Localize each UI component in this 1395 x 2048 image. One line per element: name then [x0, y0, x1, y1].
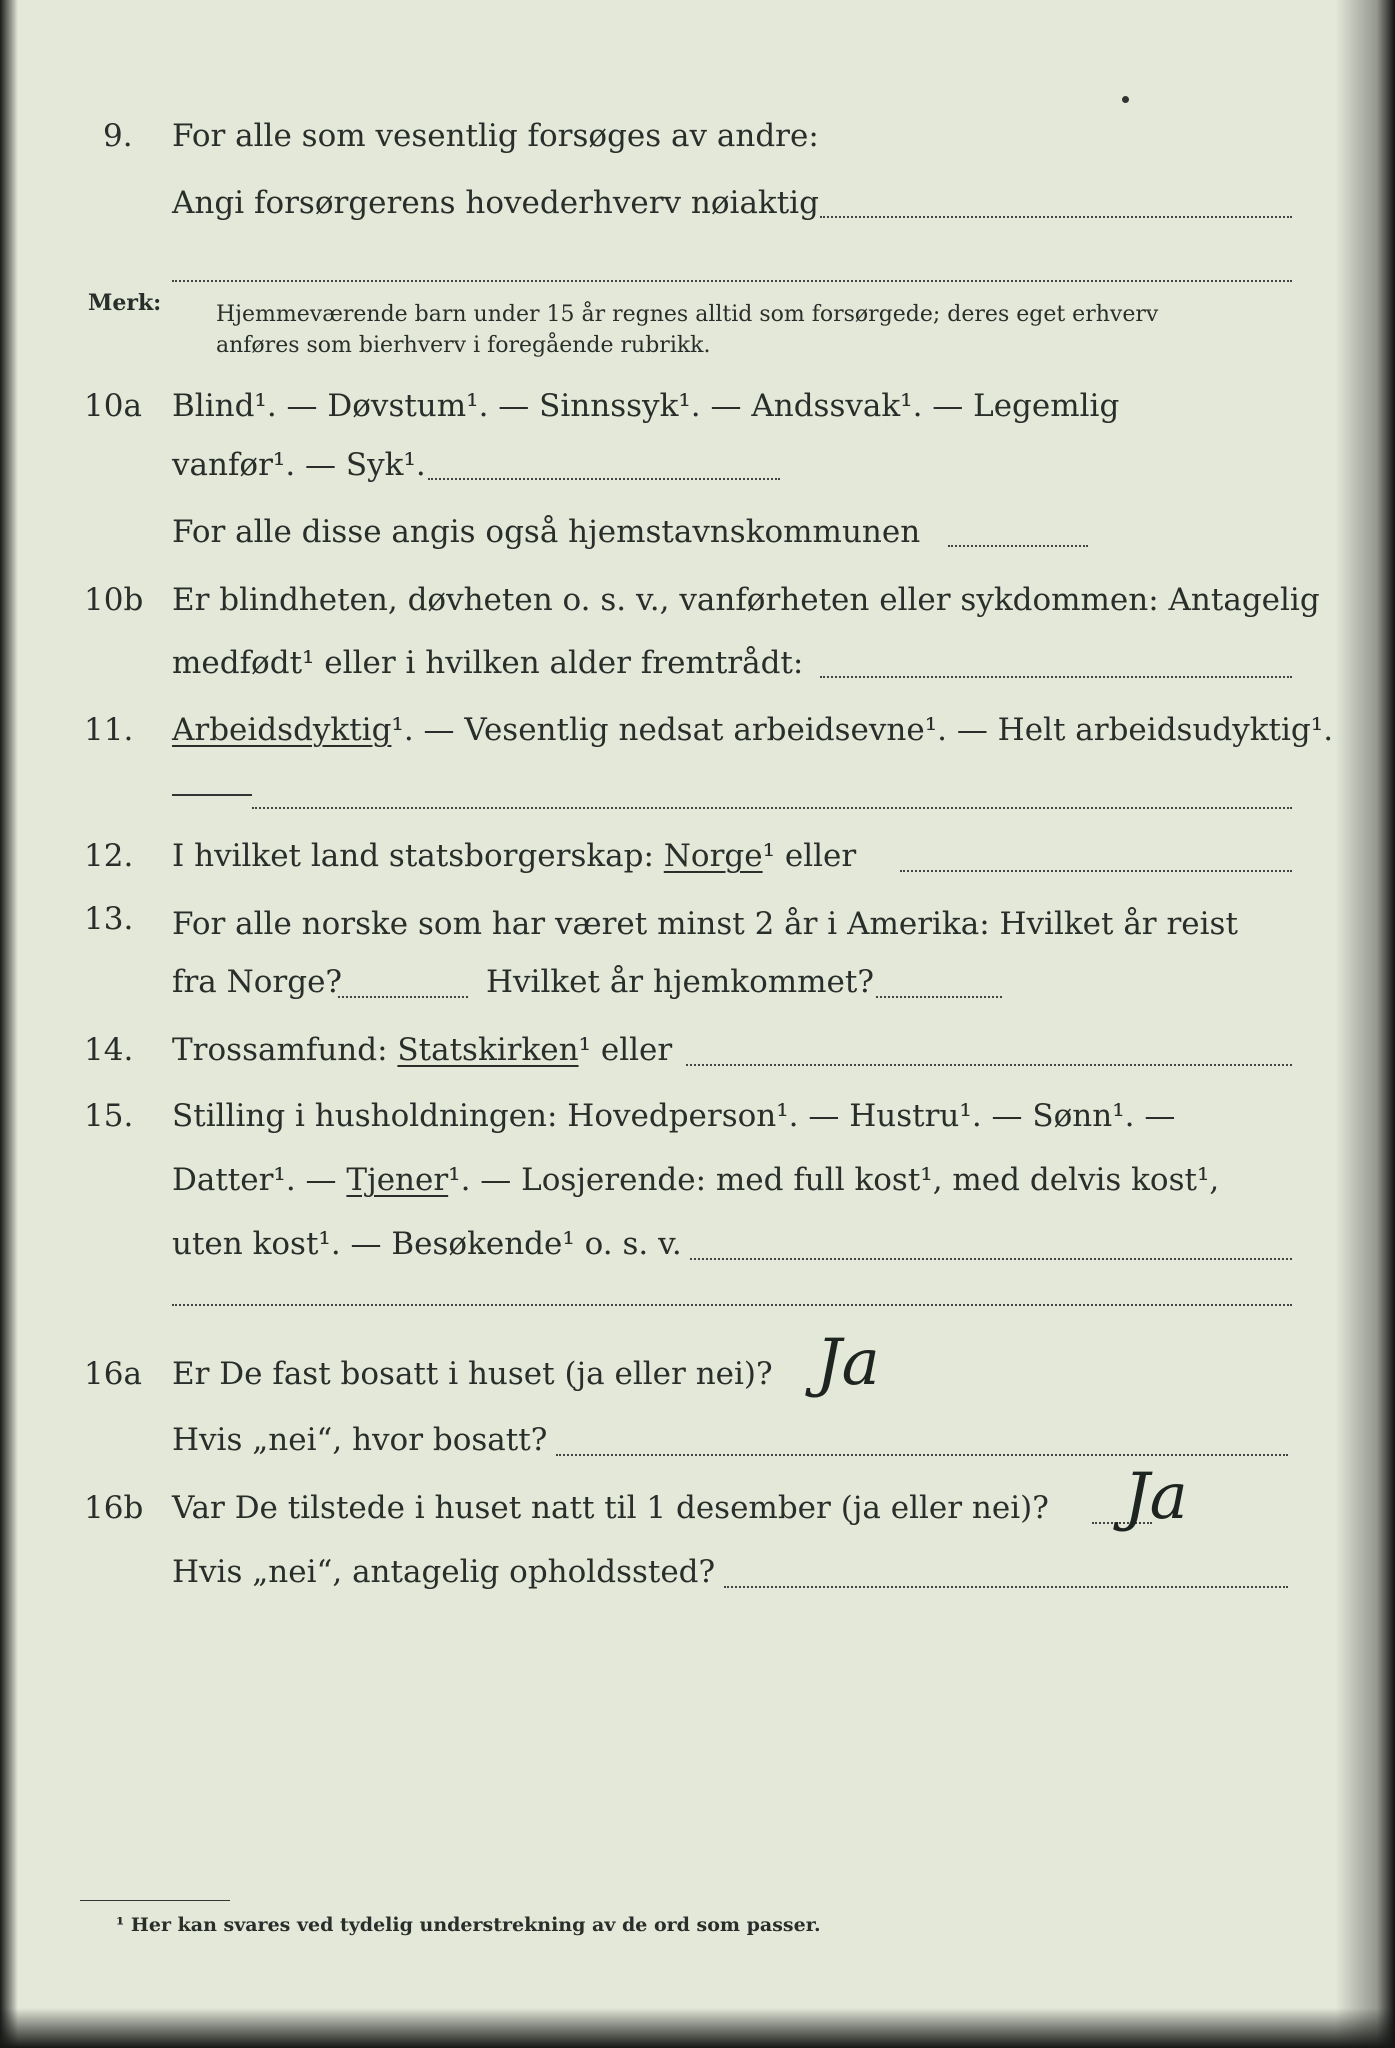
q10a-options: Blind¹. — Døvstum¹. — Sinnssyk¹. — Andssvak¹. — Legemlig	[172, 388, 1120, 424]
q9-answer-line-2[interactable]	[172, 280, 1292, 282]
q16a-answer-line[interactable]	[556, 1454, 1288, 1456]
q13-question: For alle norske som har været minst 2 år i Amerika: Hvilket år reist	[172, 906, 1238, 942]
q16a-question: Er De fast bosatt i huset (ja eller nei)?	[172, 1356, 773, 1392]
q13-departure-line[interactable]	[338, 996, 468, 998]
q16b-location-line[interactable]	[724, 1586, 1288, 1588]
q9-instruction: Angi forsørgerens hovederhverv nøiaktig	[172, 185, 819, 221]
q9-answer-line[interactable]	[820, 216, 1292, 218]
q16a-followup: Hvis „nei“, hvor bosatt?	[172, 1422, 548, 1458]
q15-options-1: Stilling i husholdningen: Hovedperson¹. — Hustru¹. — Sønn¹. —	[172, 1098, 1176, 1134]
scan-edge-bottom	[0, 2008, 1395, 2048]
q15-number: 15.	[84, 1098, 134, 1134]
q15-options-2a: Datter¹. —	[172, 1162, 347, 1198]
q16a-handwritten-answer: Ja	[816, 1326, 880, 1400]
q15-options-3: uten kost¹. — Besøkende¹ o. s. v.	[172, 1226, 682, 1262]
q16b-question: Var De tilstede i huset natt til 1 desember (ja eller nei)?	[172, 1490, 1049, 1526]
q14-question	[172, 1030, 672, 1070]
q15-options-2b: ¹. — Losjerende: med full kost¹, med delvis kost¹,	[448, 1162, 1220, 1198]
q12-answer-line[interactable]	[900, 870, 1292, 872]
q10a-number: 10a	[84, 388, 142, 424]
q13-number: 13.	[84, 901, 134, 937]
note-line-1: Hjemmeværende barn under 15 år regnes alltid som forsørgede; deres eget erhverv	[216, 302, 1159, 327]
q13-return-line[interactable]	[876, 996, 1002, 998]
q9-question: For alle som vesentlig forsøges av andre:	[172, 118, 819, 154]
q10a-answer-line[interactable]	[428, 478, 780, 480]
q10b-question: Er blindheten, døvheten o. s. v., vanførheten eller sykdommen: Antagelig	[172, 582, 1320, 618]
q9-number: 9.	[103, 118, 133, 154]
q13-departure-label: fra Norge?	[172, 964, 343, 1000]
q10a-options-2: vanfør¹. — Syk¹.	[172, 447, 426, 483]
q15-answer-line-2[interactable]	[172, 1304, 1292, 1306]
q12-label: I hvilket land statsborgerskap:	[172, 838, 664, 874]
q16b-followup: Hvis „nei“, antagelig opholdssted?	[172, 1554, 716, 1590]
ink-speck	[1122, 96, 1129, 103]
footnote-rule	[80, 1900, 230, 1901]
q11-number: 11.	[84, 712, 134, 748]
q16b-handwritten-answer: Ja	[1124, 1460, 1188, 1534]
note-line-2: anføres som bierhverv i foregående rubrikk.	[216, 333, 711, 358]
q11-handwritten-mark	[172, 794, 252, 796]
q10a-hometown-line[interactable]	[948, 545, 1088, 547]
q14-selected-option[interactable]: Statskirken	[397, 1032, 579, 1068]
q14-suffix: ¹ eller	[578, 1032, 673, 1068]
q11-other-options: ¹. — Vesentlig nedsat arbeidsevne¹. — Helt arbeidsudyktig¹.	[391, 712, 1334, 748]
q14-label: Trossamfund:	[172, 1032, 398, 1068]
q11-selected-option[interactable]: Arbeidsdyktig	[172, 712, 392, 748]
q14-number: 14.	[84, 1032, 134, 1068]
q10b-answer-line[interactable]	[820, 676, 1292, 678]
q12-number: 12.	[84, 838, 134, 874]
q12-question	[172, 836, 856, 876]
q11-answer-line[interactable]	[252, 807, 1292, 809]
q10a-instruction: For alle disse angis også hjemstavnskommunen	[172, 514, 921, 550]
scan-edge-left	[0, 0, 18, 2048]
q16b-number: 16b	[84, 1490, 144, 1526]
q15-selected-option[interactable]: Tjener	[346, 1162, 449, 1198]
q10b-question-2: medfødt¹ eller i hvilken alder fremtrådt:	[172, 645, 804, 681]
q16a-number: 16a	[84, 1356, 142, 1392]
q15-options-2	[172, 1160, 1219, 1200]
note-label: Merk:	[88, 290, 162, 316]
q13-return-label: Hvilket år hjemkommet?	[486, 964, 874, 1000]
q12-selected-option[interactable]: Norge	[663, 838, 763, 874]
q11-options	[172, 710, 1333, 750]
scan-edge-right	[1335, 0, 1395, 2048]
footnote: ¹ Her kan svares ved tydelig understrekning av de ord som passer.	[116, 1914, 821, 1936]
q10b-number: 10b	[84, 582, 144, 618]
q12-suffix: ¹ eller	[762, 838, 857, 874]
q15-answer-line[interactable]	[690, 1258, 1292, 1260]
q14-answer-line[interactable]	[686, 1064, 1292, 1066]
